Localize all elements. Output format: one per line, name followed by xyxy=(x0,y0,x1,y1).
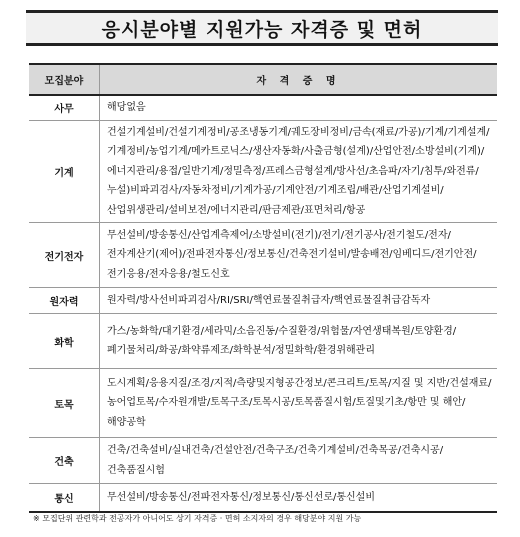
row-licenses: 도시계획/응용지질/조경/지적/측량및지형공간정보/콘크리트/토목/지질 및 지반/건설재료/농어업토목/수자원개발/토목구조/토목시공/토목품질시험/토질및기초/항만 및 해안/해양공학 xyxy=(100,369,498,438)
header-field: 모집분야 xyxy=(29,64,100,95)
table-row xyxy=(29,223,497,288)
row-licenses: 건축/건축설비/실내건축/건설안전/건축구조/건축기계설비/건축목공/건축시공/건축품질시험 xyxy=(100,438,498,484)
row-licenses: 무선설비/방송통신/전파전자통신/정보통신/통신선로/통신설비 xyxy=(100,484,498,512)
row-category: 통신 xyxy=(29,484,100,512)
row-category: 전기전자 xyxy=(29,223,100,288)
table-row xyxy=(29,95,497,120)
table-row xyxy=(29,288,497,314)
table-row xyxy=(29,120,497,223)
row-licenses: 원자력/방사선비파괴검사/RI/SRI/핵연료물질취급자/핵연료물질취급감독자 xyxy=(100,288,498,314)
row-licenses: 가스/농화학/대기환경/세라믹/소음진동/수질환경/위험물/자연생태복원/토양환경/폐기물처리/화공/화약류제조/화학분석/정밀화학/환경위해관리 xyxy=(100,314,498,369)
license-table xyxy=(29,63,497,513)
row-category: 토목 xyxy=(29,369,100,438)
row-category: 화학 xyxy=(29,314,100,369)
title-banner xyxy=(26,10,498,46)
table-header-row xyxy=(29,64,497,95)
row-category: 사무 xyxy=(29,95,100,120)
row-licenses: 해당없음 xyxy=(100,95,498,120)
row-licenses: 무선설비/방송통신/산업계측제어/소방설비(전기)/전기/전기공사/전기철도/전자/전자계산기(제어)/전파전자통신/정보통신/건축전기설비/발송배전/임베디드/전기안전/전기응용/전자응용/철도신호 xyxy=(100,223,498,288)
page-title: 응시분야별 지원가능 자격증 및 면허 xyxy=(101,18,423,41)
header-license: 자 격 증 명 xyxy=(100,64,498,95)
table-row xyxy=(29,484,497,512)
footnote: ※ 모집단위 관련학과 전공자가 아니어도 상기 자격증 · 면허 소지자의 경우 해당분야 지원 가능 xyxy=(33,514,362,523)
row-category: 기계 xyxy=(29,120,100,223)
row-category: 원자력 xyxy=(29,288,100,314)
table-row xyxy=(29,369,497,438)
table-row xyxy=(29,314,497,369)
row-category: 건축 xyxy=(29,438,100,484)
table-row xyxy=(29,438,497,484)
row-licenses: 건설기계설비/건설기계정비/공조냉동기계/궤도장비정비/금속(재료/가공)/기계/기계설계/기계정비/농업기계/메카트로닉스/생산자동화/사출금형(설계)/산업안전/소방설비(기계)/에너지관리/용접/일반기계/정밀측정/프레스금형설계/방사선/초음파/자기/침투/와전류/누설)비파괴검사/자동차정비/기계가공/기계안전/기계조립/배관/산업기계설비/산업위생관리/설비보전/에너지관리/판금제관/표면처리/항공 xyxy=(100,120,498,223)
